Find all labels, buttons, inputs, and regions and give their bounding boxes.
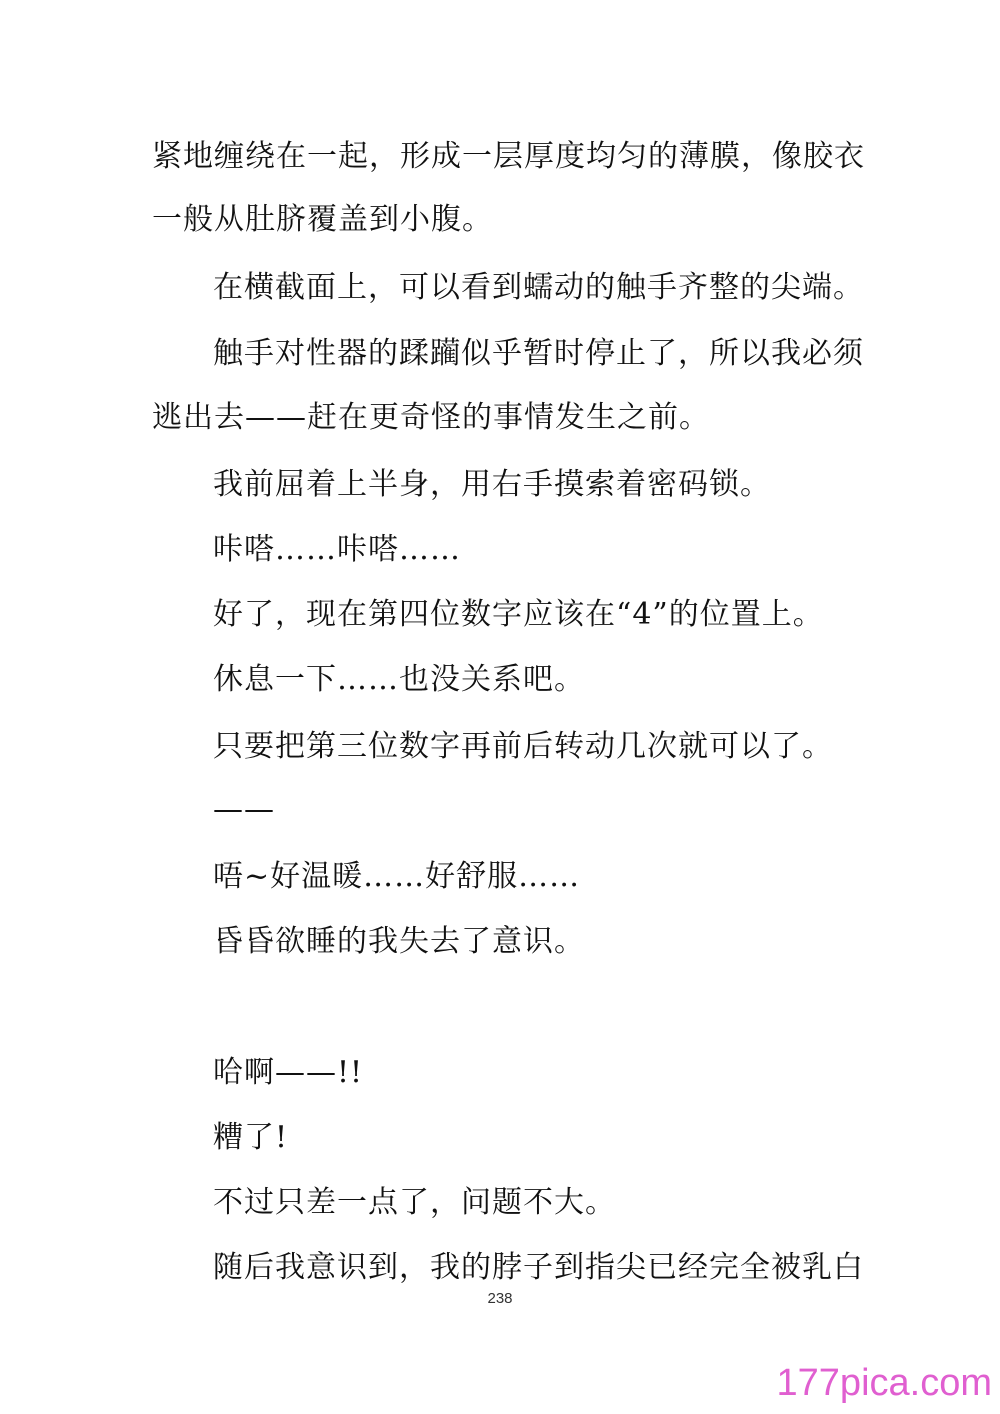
- text-line: 休息一下……也没关系吧。: [213, 662, 585, 697]
- text-line: 一般从肚脐覆盖到小腹。: [152, 202, 493, 237]
- text-line: 咔嗒……咔嗒……: [213, 532, 461, 567]
- text-line: 触手对性器的蹂躏似乎暂时停止了，所以我必须: [213, 336, 864, 371]
- text-line: 我前屈着上半身，用右手摸索着密码锁。: [213, 467, 771, 502]
- text-line: 紧地缠绕在一起，形成一层厚度均匀的薄膜，像胶衣: [152, 139, 865, 174]
- text-line: 不过只差一点了，问题不大。: [213, 1185, 616, 1220]
- watermark: 177pica.com: [776, 1362, 992, 1404]
- page-number: 238: [487, 1290, 513, 1307]
- text-line: 在横截面上，可以看到蠕动的触手齐整的尖端。: [213, 270, 864, 305]
- text-line: 糟了!: [213, 1120, 289, 1155]
- text-line: 哈啊——!!: [213, 1055, 364, 1090]
- text-line: 好了，现在第四位数字应该在“4”的位置上。: [213, 597, 824, 632]
- text-line: 逃出去——赶在更奇怪的事情发生之前。: [152, 400, 710, 435]
- text-line: 只要把第三位数字再前后转动几次就可以了。: [213, 729, 833, 764]
- text-line: 唔~好温暖……好舒服……: [213, 859, 581, 894]
- text-line: 随后我意识到，我的脖子到指尖已经完全被乳白: [213, 1250, 864, 1285]
- section-dash: ——: [213, 792, 275, 827]
- text-line: 昏昏欲睡的我失去了意识。: [213, 924, 585, 959]
